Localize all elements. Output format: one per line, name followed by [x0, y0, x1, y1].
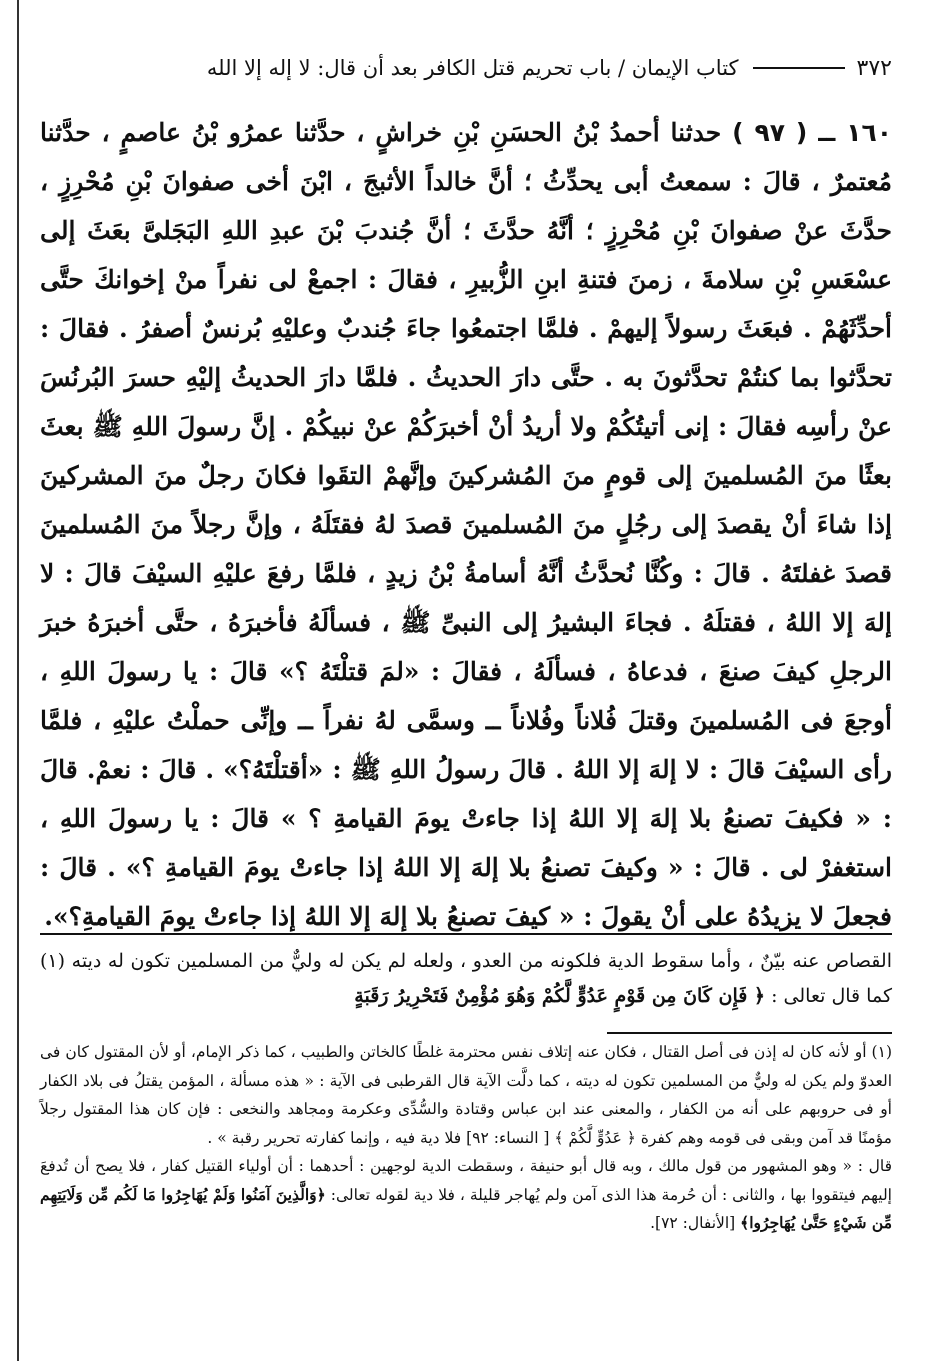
running-title: كتاب الإيمان / باب تحريم قتل الكافر بعد أن قال: لا إله إلا الله [206, 56, 739, 80]
hadith-text-block [40, 108, 892, 931]
hadith-number: ١٦٠ ــ ( ٩٧ ) [732, 118, 892, 147]
footnote-1: (١) أو لأنه كان له إذن فى أصل القتال ، فكان عنه إتلاف نفس محترمة غلطًا كالخاتن والطبيب ، كما ذكر الإمام، أو لأن المقتول كان فى العدوّ ولم يكن له وليٌّ من المسلمين تكون له ديته ، كما دلَّت الآية قال القرطبى فى الآية : « هذه مسألة ، المؤمن يقتلُ فى بلاد الكفار أو فى حروبهم على أنه من الكفار ، والمعنى عند ابن عباس وقتادة والسُّدِّى وعكرمة ومجاهد والنخعى : فإن كان هذا المقتول رجلاً مؤمنًا قد آمن وبقى فى قومه وهم كفرة ﴿ عَدُوٍّ لَّكُمْ ﴾ [ النساء: ٩٢] فلا دية فيه ، وإنما كفارته تحرير رقبة » . [40, 1043, 892, 1147]
left-margin-line [17, 0, 19, 1361]
commentary-block [40, 944, 892, 1014]
commentary-quran-verse: ﴿ فَإِن كَانَ مِن قَوْمٍ عَدُوٍّ لَّكُمْ وَهُوَ مُؤْمِنٌ فَتَحْرِيرُ رَقَبَةٍ [354, 985, 766, 1007]
footnote-2-text: قال : « وهو المشهور من قول مالك ، وبه قال أبو حنيفة ، وسقطت الدية لوجهين : أحدهما : أن أولياء القتيل كفار ، فلا يصح أن تُدفعَ إليهم فيتقووا بها ، والثانى : أن حُرمة هذا الذى آمن ولم يُهاجر قليلة ، فلا دية لقوله تعالى: [40, 1157, 892, 1204]
page-number: ٣٧٢ [856, 55, 892, 81]
hadith-body: حدثنا أحمدُ بْنُ الحسَنِ بْنِ خراشٍ ، حدَّثنا عمرُو بْنُ عاصمٍ ، حدَّثنا مُعتمرٌ ، قالَ : سمعتُ أبى يحدِّثُ ؛ أنَّ خالداً الأثبجَ ، ابْنَ أخى صفوانَ بْنِ مُحْرِزٍ ، حدَّثَ عنْ صفوانَ بْنِ مُحْرِزٍ ؛ أنَّهُ حدَّثَ ؛ أنَّ جُندبَ بْنَ عبدِ اللهِ البَجَلىَّ بعَثَ إلى عسْعَسِ بْنِ سلامةَ ، زمنَ فتنةِ ابنِ الزُّبيرِ ، فقالَ : اجمعْ لى نفراً منْ إخوانكَ حتَّى أحدِّثَهُمْ . فبعَثَ رسولاً إليهمْ . فلمَّا اجتمعُوا جاءَ جُندبٌ وعليْهِ بُرنسٌ أصفرُ . فقالَ : تحدَّثوا بما كنتُمْ تحدَّثونَ به . حتَّى دارَ الحديثُ . فلمَّا دارَ الحديثُ إليْهِ حسرَ البُرنُسَ عنْ رأسِه فقالَ : إنى أتيتُكُمْ ولا أريدُ أنْ أخبرَكُمْ عنْ نبيكُمْ . إنَّ رسولَ اللهِ ﷺ بعثَ بعثًا منَ المُسلمينَ إلى قومٍ منَ المُشركينَ وإنَّهمْ التقَوا فكانَ رجلٌ منَ المشركينَ إذا شاءَ أنْ يقصدَ إلى رجُلٍ منَ المُسلمينَ قصدَ لهُ فقتَلَهُ ، وإنَّ رجلاً منَ المُسلمينَ قصدَ غفلتَهُ . قالَ : وكُنَّا نُحدَّثُ أنَّهُ أسامةُ بْنُ زيدٍ ، فلمَّا رفعَ عليْهِ السيْفَ قالَ : لا إلهَ إلا اللهُ ، فقتلَهُ . فجاءَ البشيرُ إلى النبىِّ ﷺ ، فسألَهُ فأخبرَهُ ، حتَّى أخبرَهُ خبرَ الرجلِ كيفَ صنعَ ، فدعاهُ ، فسألَهُ ، فقالَ : «لمَ قتلْتَهُ ؟» قالَ : يا رسولَ اللهِ ، أوجعَ فى المُسلمينَ وقتلَ فُلاناً وفُلاناً ــ وسمَّى لهُ نفراً ــ وإنِّى حملْتُ عليْهِ ، فلمَّا رأى السيْفَ قالَ : لا إلهَ إلا اللهُ . قالَ رسولُ اللهِ ﷺ : «أقتلْتَهُ؟» . قالَ : نعمْ. قالَ : « فكيفَ تصنعُ بلا إلهَ إلا اللهُ إذا جاءتْ يومَ القيامةِ ؟ » قالَ : يا رسولَ اللهِ ، استغفرْ لى . قالَ : « وكيفَ تصنعُ بلا إلهَ إلا اللهُ إذا جاءتْ يومَ القيامةِ ؟» . قالَ : فجعلَ لا يزيدُهُ على أنْ يقولَ : « كيفَ تصنعُ بلا إلهَ إلا اللهُ إذا جاءتْ يومَ القيامةِ؟». [40, 118, 892, 931]
footnotes-block [40, 1038, 892, 1238]
main-divider [40, 933, 892, 935]
page-header [58, 48, 892, 88]
footnote-2-reference: [الأنفال: ٧٢]. [650, 1214, 736, 1232]
footnote-2 [40, 1152, 892, 1238]
commentary-text: القصاص عنه بيّنٌ ، وأما سقوط الدية فلكونه من العدو ، ولعله لم يكن له وليٌّ من المسلمين تكون له ديته (١) كما قال تعالى : [40, 950, 892, 1007]
header-rule [753, 67, 845, 69]
footnote-divider [607, 1032, 892, 1034]
footnote-2-quran: ﴿وَالَّذِينَ آمَنُوا وَلَمْ يُهَاجِرُوا مَا لَكُم مِّن وَلَايَتِهِم مِّن شَيْءٍ حَتَّىٰ يُهَاجِرُوا﴾ [40, 1184, 892, 1232]
